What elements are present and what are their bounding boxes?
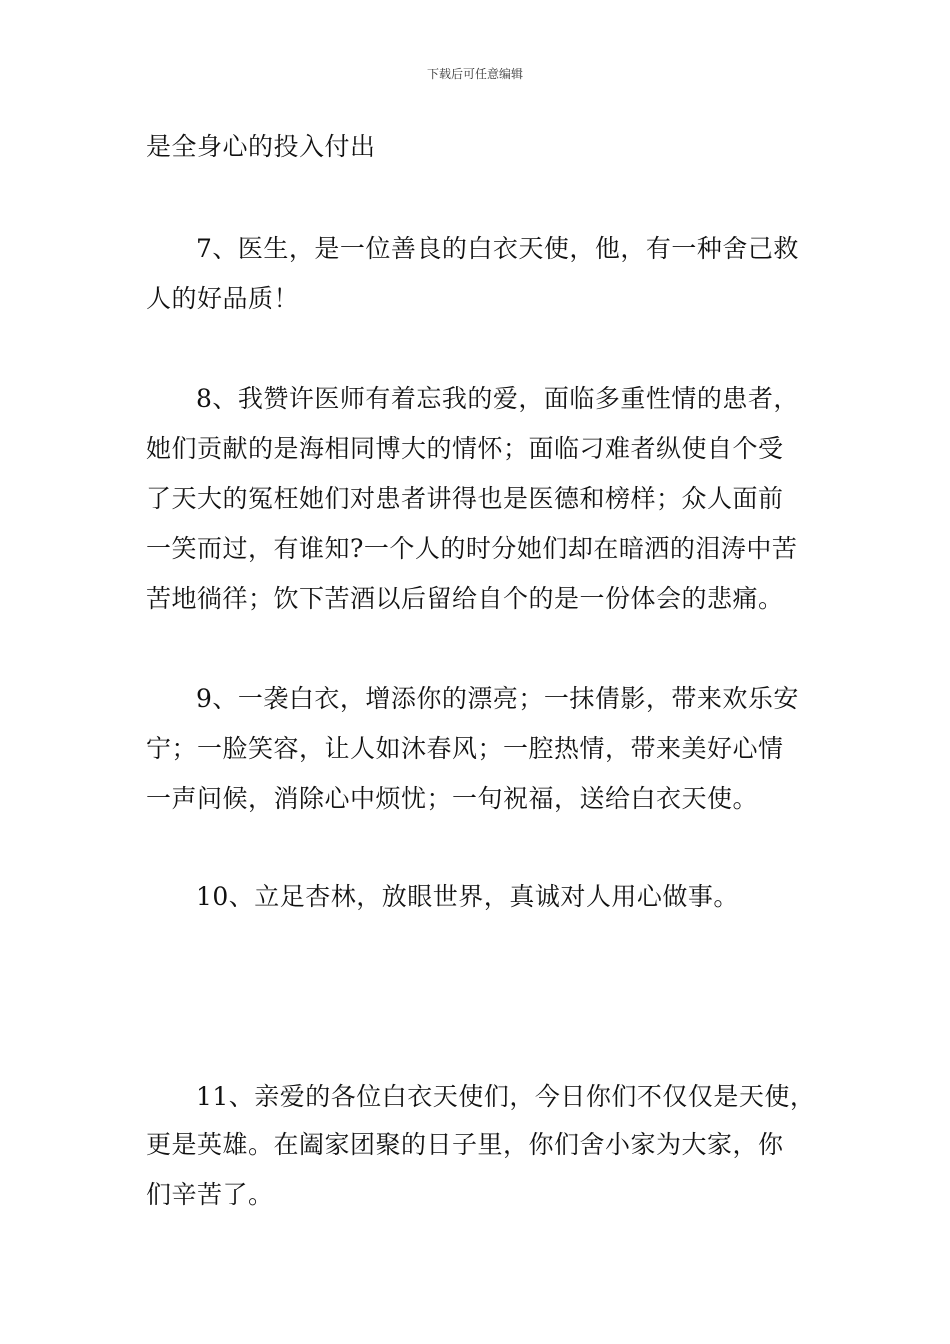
paragraph-line: 9、一袭白衣，增添你的漂亮；一抹倩影，带来欢乐安 (196, 684, 799, 713)
paragraph-line: 宁；一脸笑容，让人如沐春风；一腔热情，带来美好心情 (146, 734, 784, 763)
paragraph-line: 10、立足杏林，放眼世界，真诚对人用心做事。 (196, 882, 739, 911)
paragraph-line: 她们贡献的是海相同博大的情怀；面临刁难者纵使自个受 (146, 434, 784, 463)
paragraph-line: 是全身心的投入付出 (146, 132, 376, 161)
paragraph-line: 一笑而过，有谁知?一个人的时分她们却在暗洒的泪涛中苦 (146, 534, 798, 563)
paragraph-line: 了天大的冤枉她们对患者讲得也是医德和榜样；众人面前 (146, 484, 784, 513)
paragraph-line: 苦地徜徉；饮下苦酒以后留给自个的是一份体会的悲痛。 (146, 584, 784, 613)
paragraph-line: 一声问候，消除心中烦忧；一句祝福，送给白衣天使。 (146, 784, 759, 813)
paragraph-line: 人的好品质！ (146, 284, 300, 313)
paragraph-line: 8、我赞许医师有着忘我的爱，面临多重性情的患者， (196, 384, 799, 413)
paragraph-line: 更是英雄。在阖家团聚的日子里，你们舍小家为大家，你 (146, 1130, 784, 1159)
paragraph-line: 11、亲爱的各位白衣天使们，今日你们不仅仅是天使， (196, 1082, 816, 1111)
page-header: 下载后可任意编辑 (426, 67, 523, 81)
paragraph-line: 们辛苦了。 (146, 1180, 274, 1209)
paragraph-line: 7、医生，是一位善良的白衣天使，他，有一种舍己救 (196, 234, 799, 263)
